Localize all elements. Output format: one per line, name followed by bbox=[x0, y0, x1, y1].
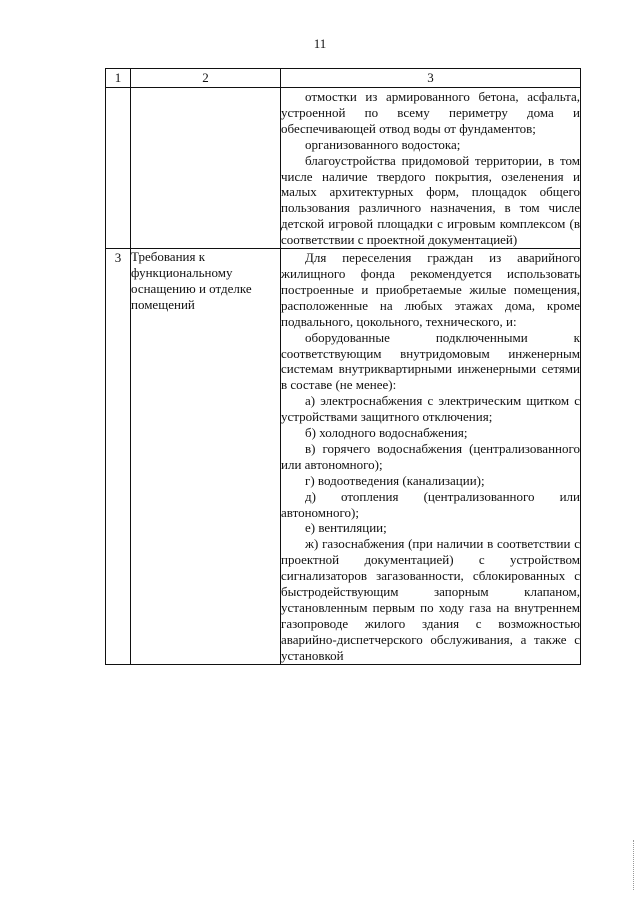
paragraph: в) горячего водоснабжения (централизованного или автономного); bbox=[281, 440, 580, 472]
page-number: 11 bbox=[313, 36, 327, 51]
header-col-3: 3 bbox=[281, 69, 581, 88]
paragraph: ж) газоснабжения (при наличии в соответствии с проектной документацией) с устройством сигнализаторов загазованности, сблокированных с быстродействующим запорным клапаном, установленным первым по ходу газа на внутреннем газопроводе жилого здания с возможностью аварийно-диспетчерского обслуживания, а также с установкой bbox=[281, 536, 580, 663]
paragraph: д) отопления (централизованного или автономного); bbox=[281, 488, 580, 520]
table-header-row bbox=[106, 69, 581, 88]
row-continuation-requirement bbox=[131, 88, 281, 249]
paragraph: Для переселения граждан из аварийного жилищного фонда рекомендуется использовать построенные и приобретаемые жилые помещения, расположенные на любых этажах дома, кроме подвального, цокольного, технического, и: bbox=[281, 250, 580, 329]
paragraph: а) электроснабжения с электрическим щитком с устройствами защитного отключения; bbox=[281, 393, 580, 425]
header-col-2: 2 bbox=[131, 69, 281, 88]
table-row-3 bbox=[106, 249, 581, 665]
row-3-requirement: Требования к функциональному оснащению и отделке помещений bbox=[131, 249, 281, 665]
paragraph: е) вентиляции; bbox=[305, 520, 387, 536]
table-row-continuation bbox=[106, 88, 581, 249]
paragraph: г) водоотведения (канализации); bbox=[305, 472, 485, 488]
row-3-content bbox=[281, 249, 581, 665]
paragraph: б) холодного водоснабжения; bbox=[305, 425, 468, 441]
scan-margin-marks bbox=[633, 840, 636, 890]
paragraph: отмостки из армированного бетона, асфальта, устроенной по всему периметру дома и обеспечивающей отвод воды от фундаментов; bbox=[281, 89, 580, 136]
row-3-num: 3 bbox=[106, 249, 131, 665]
paragraph: благоустройства придомовой территории, в том числе наличие твердого покрытия, озеленения и малых архитектурных форм, площадок общего пользования различного назначения, в том числе детской игровой площадки с игровым комплексом (в соответствии с проектной документацией) bbox=[281, 152, 580, 248]
header-col-1: 1 bbox=[106, 69, 131, 88]
paragraph: организованного водостока; bbox=[305, 136, 461, 152]
row-continuation-num bbox=[106, 88, 131, 249]
paragraph: оборудованные подключенными к соответствующим внутридомовым инженерным системам внутриквартирными инженерными сетями в составе (не менее): bbox=[281, 329, 580, 393]
requirements-table bbox=[105, 68, 581, 665]
row-continuation-content bbox=[281, 88, 581, 249]
